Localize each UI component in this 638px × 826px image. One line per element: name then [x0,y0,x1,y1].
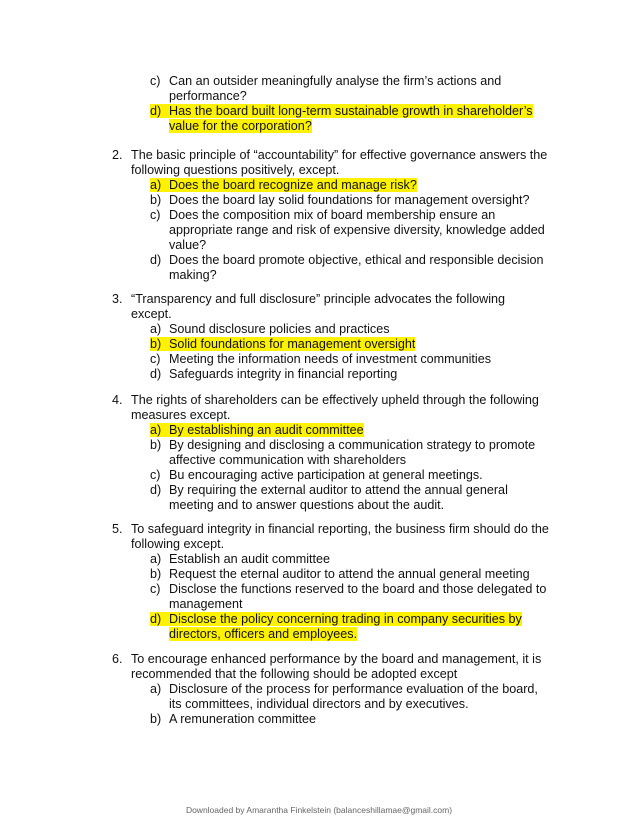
answer-option [150,322,390,337]
question-stem: following questions positively, except. [131,163,340,177]
question-number: 4. [112,393,123,407]
question-stem: “Transparency and full disclosure” principle advocates the following [131,292,506,306]
option-text: Safeguards integrity in financial reporting [169,367,398,381]
question-stem: The rights of shareholders can be effectively upheld through the following [131,393,539,407]
option-text: Disclosure of the process for performance evaluation of the board, [169,682,538,696]
option-letter: d) [150,253,162,267]
answer-option [150,567,530,582]
answer-option [150,337,415,352]
option-text: Solid foundations for management oversight [169,337,416,351]
question-stem: The basic principle of “accountability” for effective governance answers the [131,148,548,162]
option-text: Has the board built long-term sustainable growth in shareholder’s [169,104,533,118]
option-letter: c) [150,74,161,88]
option-letter: b) [150,438,162,452]
option-text: Does the composition mix of board membership ensure an [169,208,496,222]
option-letter: c) [150,208,161,222]
answer-option [150,483,508,498]
option-letter: d) [150,483,162,497]
option-letter: a) [150,682,162,696]
option-text-continuation: affective communication with shareholders [169,453,407,467]
option-letter: b) [150,337,162,351]
question-stem: except. [131,307,172,321]
option-text-continuation: making? [169,268,217,282]
option-letter: d) [150,104,162,118]
option-text: Disclose the functions reserved to the board and those delegated to [169,582,547,596]
option-letter: a) [150,322,162,336]
option-letter: d) [150,367,162,381]
answer-option [150,612,522,627]
question-stem: measures except. [131,408,231,422]
question-stem: following except. [131,537,225,551]
answer-option [150,352,491,367]
question-number: 3. [112,292,123,306]
option-letter: a) [150,423,162,437]
download-footer: Downloaded by Amarantha Finkelstein (balanceshillamae@gmail.com) [185,805,453,815]
option-text-continuation: value? [169,238,207,252]
question-stem: To encourage enhanced performance by the board and management, it is [131,652,542,666]
answer-option [150,253,544,268]
option-text-continuation: management [169,597,243,611]
option-letter: c) [150,352,161,366]
question-number: 5. [112,522,123,536]
option-letter: a) [150,552,162,566]
answer-option [150,468,483,483]
option-text: Request the eternal auditor to attend the annual general meeting [169,567,530,581]
answer-option [150,423,364,438]
option-text-continuation: value for the corporation? [169,119,312,133]
answer-option [150,682,538,697]
option-text: Can an outsider meaningfully analyse the firm’s actions and [169,74,502,88]
option-text: Does the board promote objective, ethical and responsible decision [169,253,544,267]
option-letter: b) [150,193,162,207]
answer-option [150,104,533,119]
answer-option [150,178,417,193]
option-text-continuation: performance? [169,89,247,103]
option-text: Meeting the information needs of investment communities [169,352,492,366]
option-letter: d) [150,612,162,626]
answer-option [150,208,495,223]
option-letter: a) [150,178,162,192]
option-text-continuation: meeting and to answer questions about the audit. [169,498,445,512]
answer-option [150,552,330,567]
option-text-continuation: directors, officers and employees. [169,627,358,641]
option-text: Sound disclosure policies and practices [169,322,390,336]
option-text: By designing and disclosing a communication strategy to promote [169,438,536,452]
option-text: Does the board lay solid foundations for management oversight? [169,193,530,207]
question-number: 2. [112,148,123,162]
answer-option [150,712,316,727]
option-text: Does the board recognize and manage risk? [169,178,417,192]
answer-option [150,74,501,89]
option-letter: c) [150,582,161,596]
question-number: 6. [112,652,123,666]
option-text: Establish an audit committee [169,552,331,566]
question-stem: To safeguard integrity in financial reporting, the business firm should do the [131,522,549,536]
option-text: Bu encouraging active participation at general meetings. [169,468,483,482]
option-text: A remuneration committee [169,712,316,726]
option-text: By establishing an audit committee [169,423,364,437]
option-text-continuation: appropriate range and risk of expensive diversity, knowledge added [169,223,545,237]
option-text: By requiring the external auditor to attend the annual general [169,483,508,497]
option-letter: c) [150,468,161,482]
option-text: Disclose the policy concerning trading in company securities by [169,612,522,626]
answer-option [150,367,397,382]
answer-option [150,582,546,597]
option-letter: b) [150,567,162,581]
option-text-continuation: its committees, individual directors and by executives. [169,697,469,711]
answer-option [150,438,535,453]
option-letter: b) [150,712,162,726]
question-stem: recommended that the following should be adopted except [131,667,458,681]
answer-option [150,193,530,208]
